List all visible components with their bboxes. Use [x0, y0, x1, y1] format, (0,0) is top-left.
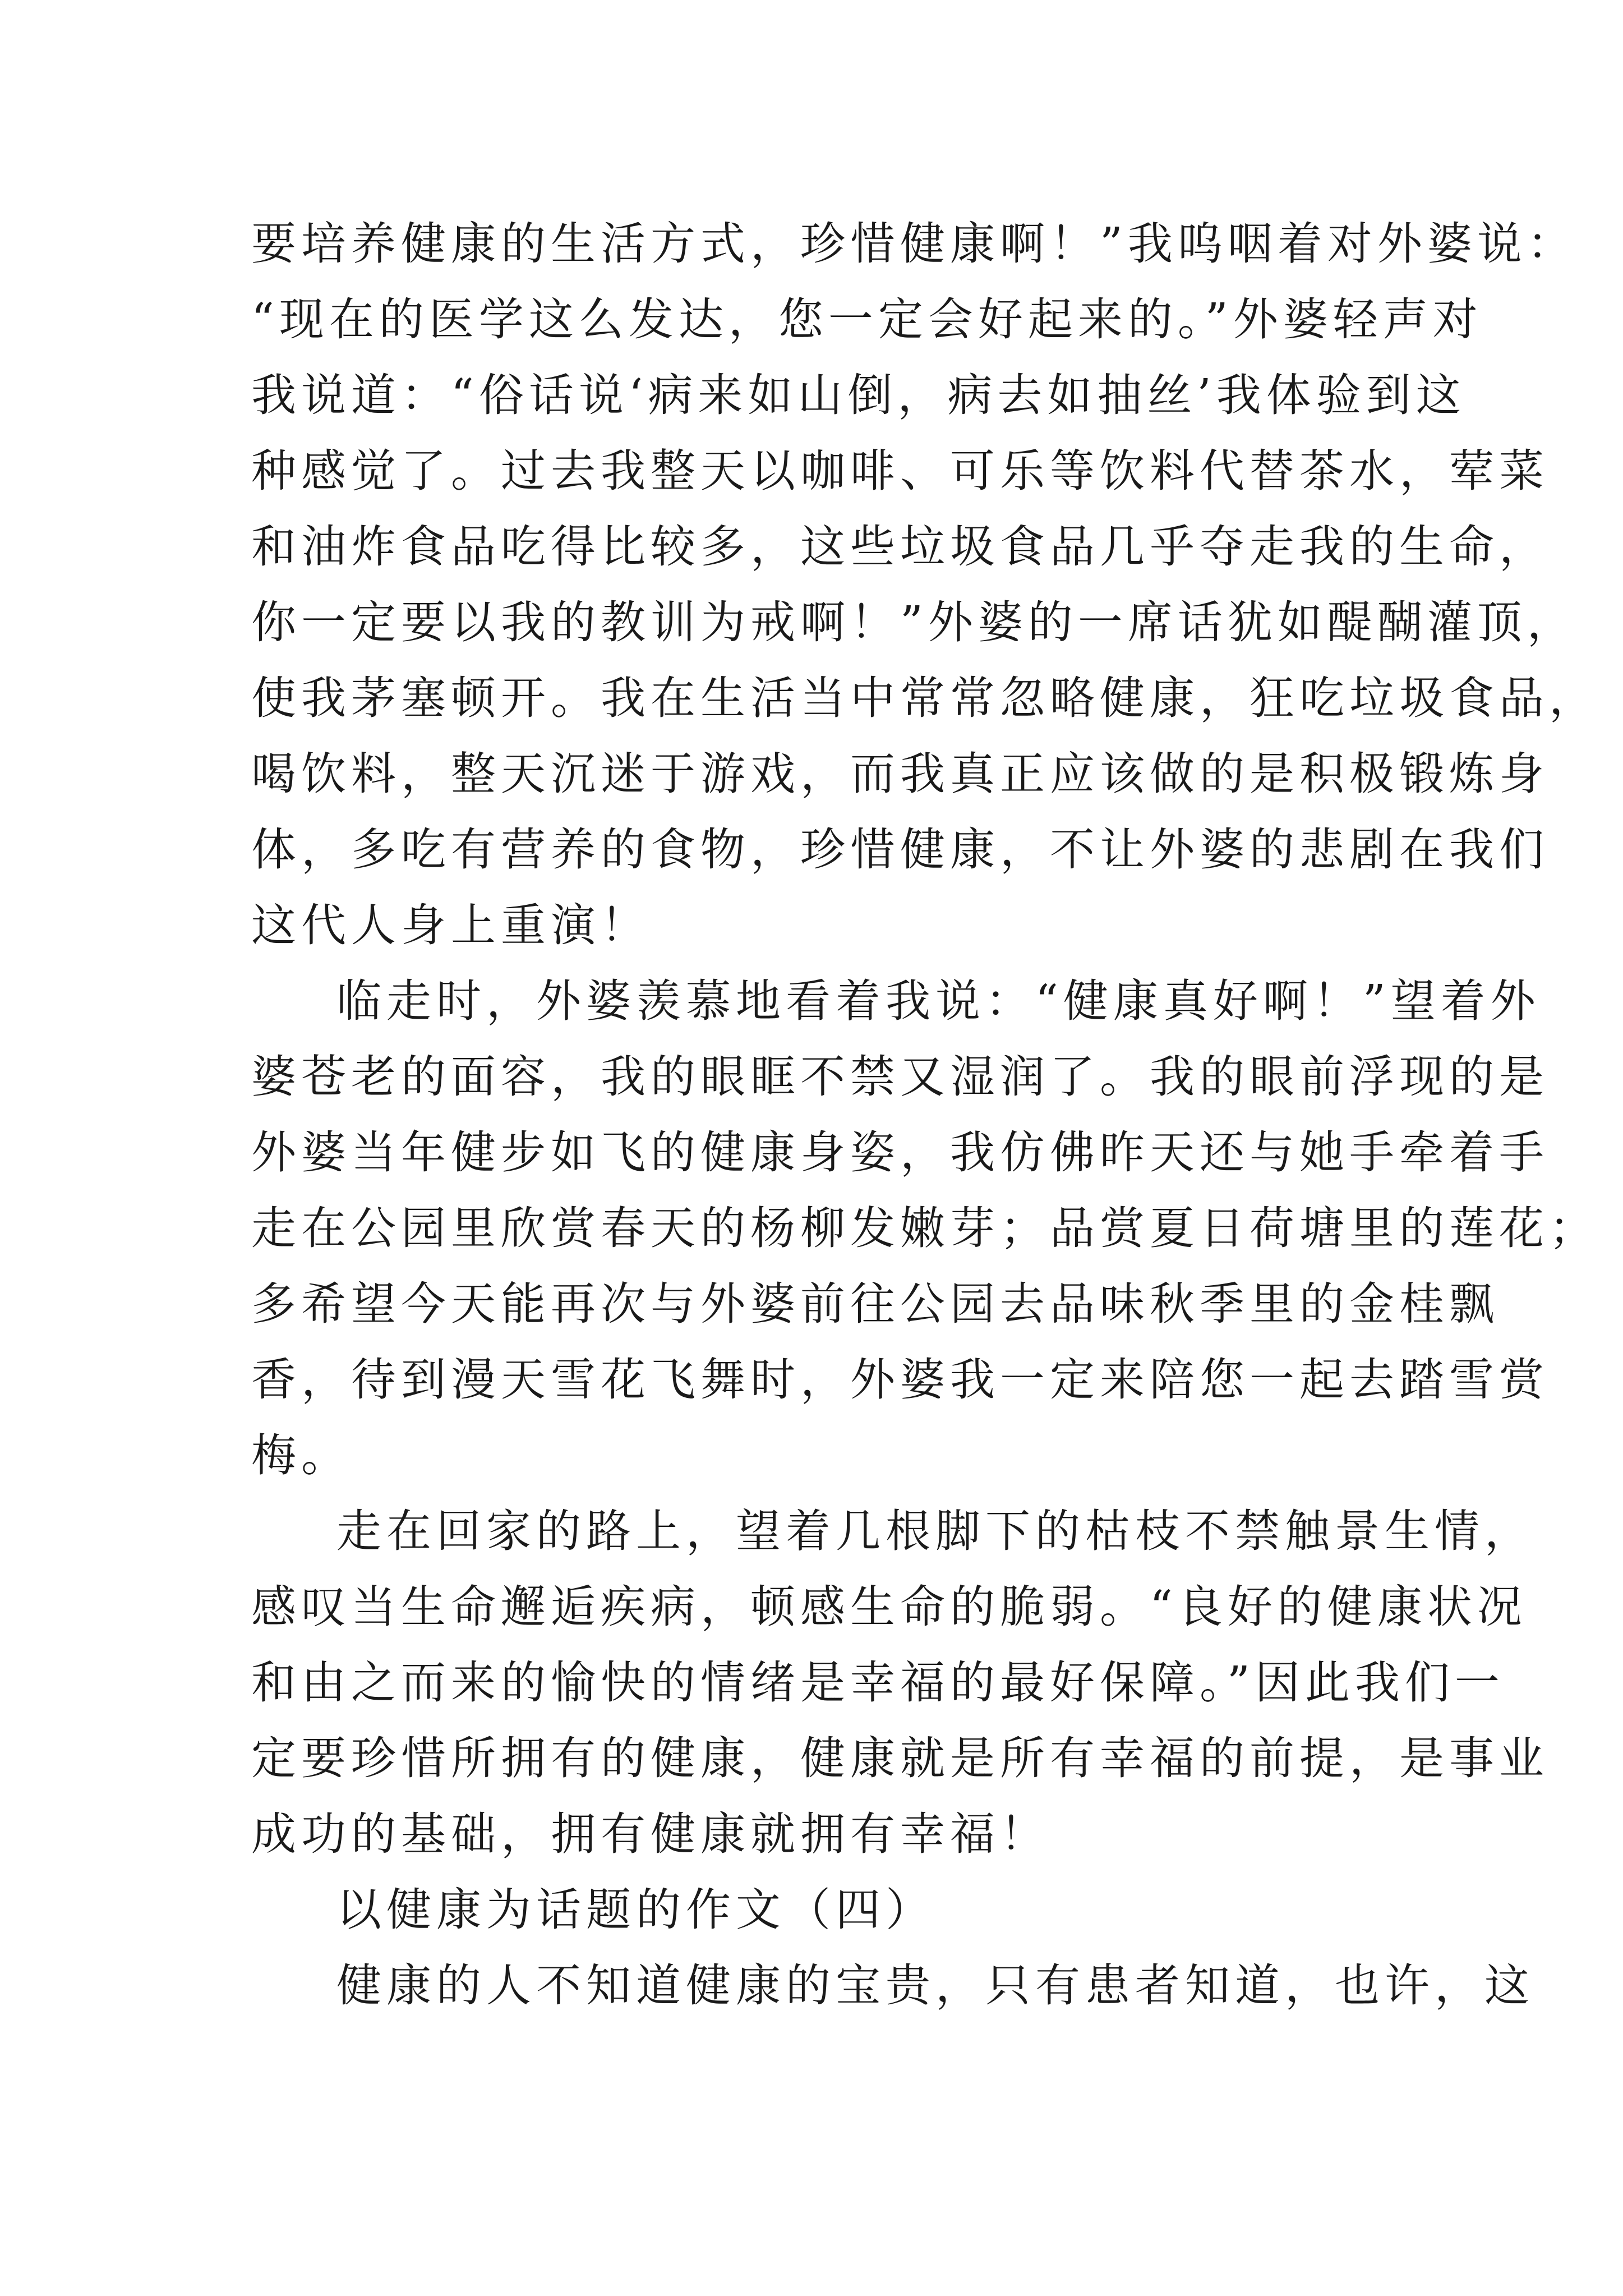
text-line: 走在公园里欣赏春天的杨柳发嫩芽；品赏夏日荷塘里的莲花；: [251, 1202, 1599, 1254]
paragraph-start-line: 健康的人不知道健康的宝贵，只有患者知道，也许，这: [336, 1959, 1534, 2012]
text-line: 定要珍惜所拥有的健康，健康就是所有幸福的前提，是事业: [251, 1732, 1549, 1784]
text-line: 使我茅塞顿开。我在生活当中常常忽略健康，狂吃垃圾食品，: [251, 672, 1599, 724]
text-line: 体，多吃有营养的食物，珍惜健康，不让外婆的悲剧在我们: [251, 823, 1549, 876]
text-line: 我说道：“俗话说‘病来如山倒，病去如抽丝’我体验到这: [251, 369, 1466, 421]
text-line: 种感觉了。过去我整天以咖啡、可乐等饮料代替茶水，荤菜: [251, 445, 1549, 497]
text-line: 梅。: [251, 1429, 351, 1481]
paragraph-start-line: 走在回家的路上，望着几根脚下的枯枝不禁触景生情，: [336, 1505, 1534, 1557]
text-line: 和由之而来的愉快的情绪是幸福的最好保障。”因此我们一: [251, 1657, 1505, 1709]
text-line: 这代人身上重演！: [251, 899, 651, 951]
text-line: 外婆当年健步如飞的健康身姿，我仿佛昨天还与她手牵着手: [251, 1126, 1549, 1179]
text-line: 成功的基础，拥有健康就拥有幸福！: [251, 1808, 1050, 1860]
text-line: 要培养健康的生活方式，珍惜健康啊！”我呜咽着对外婆说：: [251, 218, 1577, 270]
text-line: 喝饮料，整天沉迷于游戏，而我真正应该做的是积极锻炼身: [251, 748, 1549, 800]
text-line: 和油炸食品吃得比较多，这些垃圾食品几乎夺走我的生命，: [251, 521, 1549, 573]
text-line: “现在的医学这么发达，您一定会好起来的。”外婆轻声对: [251, 293, 1483, 346]
text-line: 香，待到漫天雪花飞舞时，外婆我一定来陪您一起去踏雪赏: [251, 1354, 1549, 1406]
text-line: 多希望今天能再次与外婆前往公园去品味秋季里的金桂飘: [251, 1278, 1499, 1330]
text-line: 婆苍老的面容，我的眼眶不禁又湿润了。我的眼前浮现的是: [251, 1051, 1549, 1103]
paragraph-start-line: 临走时，外婆羡慕地看着我说：“健康真好啊！”望着外: [336, 975, 1541, 1027]
text-line: 感叹当生命邂逅疾病，顿感生命的脆弱。“良好的健康状况: [251, 1581, 1527, 1633]
text-line: 你一定要以我的教训为戒啊！”外婆的一席话犹如醍醐灌顶，: [251, 596, 1577, 648]
section-heading: 以健康为话题的作文（四）: [336, 1884, 935, 1936]
